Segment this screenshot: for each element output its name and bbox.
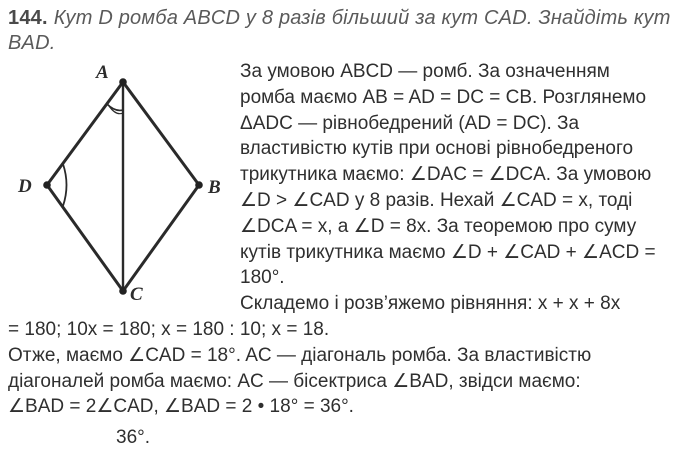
problem-line-2 (8, 31, 678, 56)
vertex-d-dot (43, 181, 51, 189)
solution-line: ∠DCA = x, а ∠D = 8x. За теоремою про суму (240, 215, 637, 237)
problem-line-1 (8, 6, 678, 31)
problem-number: 144. (8, 7, 48, 29)
solution-line: = 180; 10x = 180; x = 180 : 10; x = 18. (8, 319, 330, 340)
problem-statement (8, 6, 678, 56)
vertex-a-dot (119, 78, 127, 86)
solution-line: трикутника маємо: ∠DAC = ∠DCA. За умовою (240, 164, 652, 186)
solution-right-column (240, 59, 656, 317)
solution-line: ∠D > ∠CAD у 8 разів. Нехай ∠CAD = x, тоді (240, 189, 633, 211)
angle-arc-d (63, 164, 67, 206)
solution-line: діагоналей ромба маємо: AC — бісектриса ∠BAD, звідси маємо: (8, 370, 581, 392)
vertex-c-label: C (130, 284, 143, 305)
solution-line: ромба маємо AB = AD = DC = CB. Розглянемо (240, 86, 647, 108)
solution-line: ΔADC — рівнобедрений (AD = DC). За (240, 112, 580, 134)
solution-line: 180°. (240, 267, 285, 289)
vertex-b-dot (195, 181, 203, 189)
vertex-b-label: B (208, 177, 221, 198)
side-bc (123, 185, 199, 291)
problem-text-line-1: Кут D ромба ABCD у 8 разів більший за кут CAD. Знайдіть кут (53, 7, 671, 29)
vertex-c-dot (119, 287, 127, 295)
solution-line: кутів трикутника маємо ∠D + ∠CAD + ∠ACD = (240, 241, 656, 263)
solution-line: властивістю кутів при основі рівнобедреного (240, 138, 634, 160)
solution-line: ∠BAD = 2∠CAD, ∠BAD = 2 • 18° = 36°. (8, 396, 354, 418)
vertex-d-label: D (18, 176, 32, 197)
solution-full-width (8, 317, 591, 420)
solution-line: Складемо і розв’яжемо рівняння: x + x + 8x (240, 293, 621, 315)
vertex-a-label: A (96, 62, 109, 83)
side-ad (47, 82, 123, 185)
solution-line: Отже, маємо ∠CAD = 18°. AC — діагональ ромба. За властивістю (8, 344, 592, 366)
side-ab (123, 82, 199, 185)
side-dc (47, 185, 123, 291)
rhombus-figure (10, 62, 230, 307)
problem-text-line-2: BAD. (8, 32, 56, 54)
rhombus-diagram (10, 62, 230, 307)
solution-line: За умовою ABCD — ромб. За означенням (240, 61, 610, 82)
answer: 36°. (116, 427, 151, 448)
